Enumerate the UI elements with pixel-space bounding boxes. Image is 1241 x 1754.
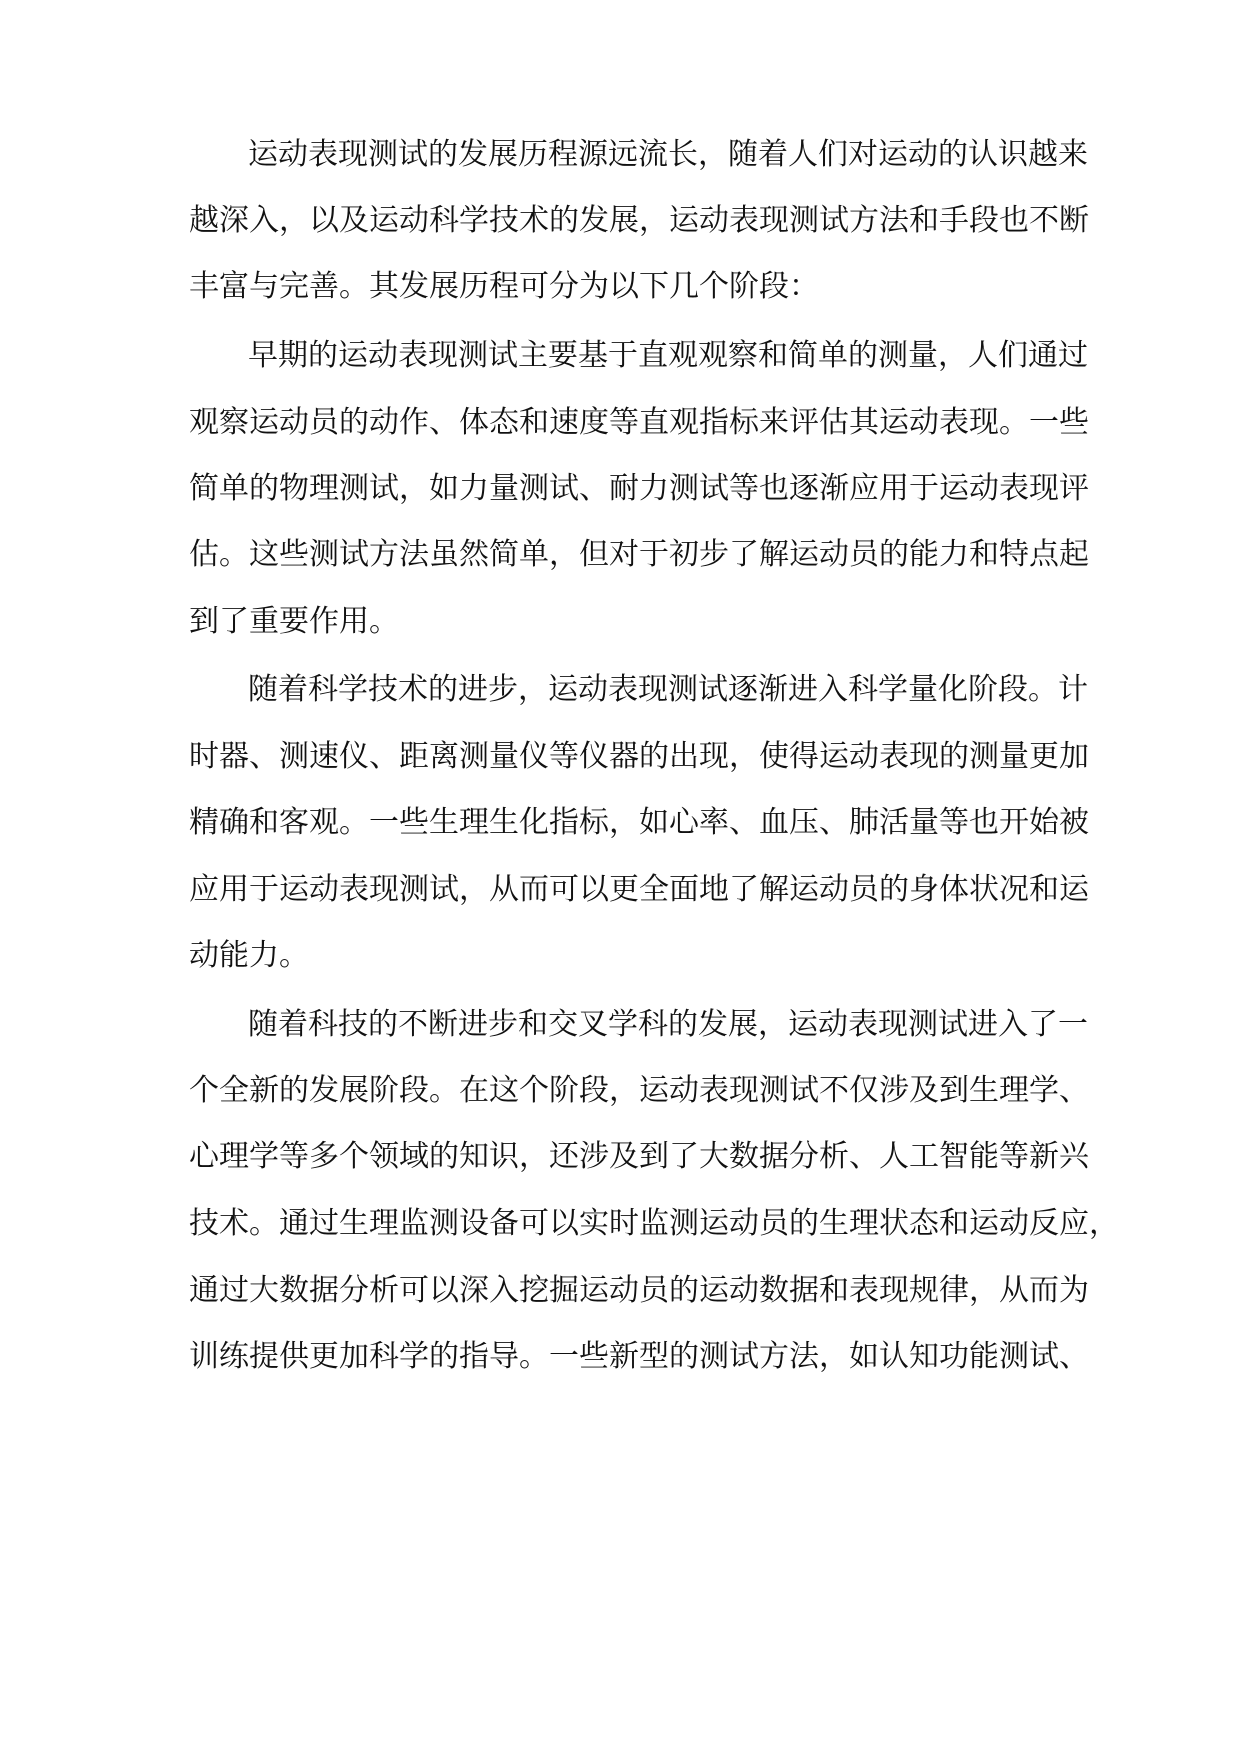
paragraph-line: 随着科学技术的进步，运动表现测试逐渐进入科学量化阶段。计: [248, 672, 1088, 707]
paragraph-line: 估。这些测试方法虽然简单，但对于初步了解运动员的能力和特点起: [189, 537, 1089, 572]
paragraph-line: 丰富与完善。其发展历程可分为以下几个阶段：: [189, 269, 819, 304]
paragraph-line: 训练提供更加科学的指导。一些新型的测试方法，如认知功能测试、: [189, 1339, 1089, 1374]
paragraph-line: 运动表现测试的发展历程源远流长，随着人们对运动的认识越来: [248, 137, 1088, 172]
paragraph-line: 到了重要作用。: [189, 604, 399, 639]
paragraph-line: 应用于运动表现测试，从而可以更全面地了解运动员的身体状况和运: [189, 872, 1089, 907]
paragraph-line: 越深入，以及运动科学技术的发展，运动表现测试方法和手段也不断: [189, 203, 1089, 238]
paragraph-line: 早期的运动表现测试主要基于直观观察和简单的测量，人们通过: [248, 338, 1088, 373]
paragraph-line: 心理学等多个领域的知识，还涉及到了大数据分析、人工智能等新兴: [189, 1139, 1089, 1174]
paragraph-line: 观察运动员的动作、体态和速度等直观指标来评估其运动表现。一些: [189, 405, 1089, 440]
paragraph-line: 随着科技的不断进步和交叉学科的发展，运动表现测试进入了一: [248, 1007, 1088, 1042]
paragraph-line: 动能力。: [189, 938, 309, 973]
paragraph-line: 技术。通过生理监测设备可以实时监测运动员的生理状态和运动反应，: [189, 1206, 1119, 1241]
paragraph-line: 精确和客观。一些生理生化指标，如心率、血压、肺活量等也开始被: [189, 805, 1089, 840]
paragraph-line: 通过大数据分析可以深入挖掘运动员的运动数据和表现规律，从而为: [189, 1273, 1089, 1308]
paragraph-line: 时器、测速仪、距离测量仪等仪器的出现，使得运动表现的测量更加: [189, 739, 1089, 774]
paragraph-line: 简单的物理测试，如力量测试、耐力测试等也逐渐应用于运动表现评: [189, 471, 1089, 506]
paragraph-line: 个全新的发展阶段。在这个阶段，运动表现测试不仅涉及到生理学、: [189, 1073, 1089, 1108]
